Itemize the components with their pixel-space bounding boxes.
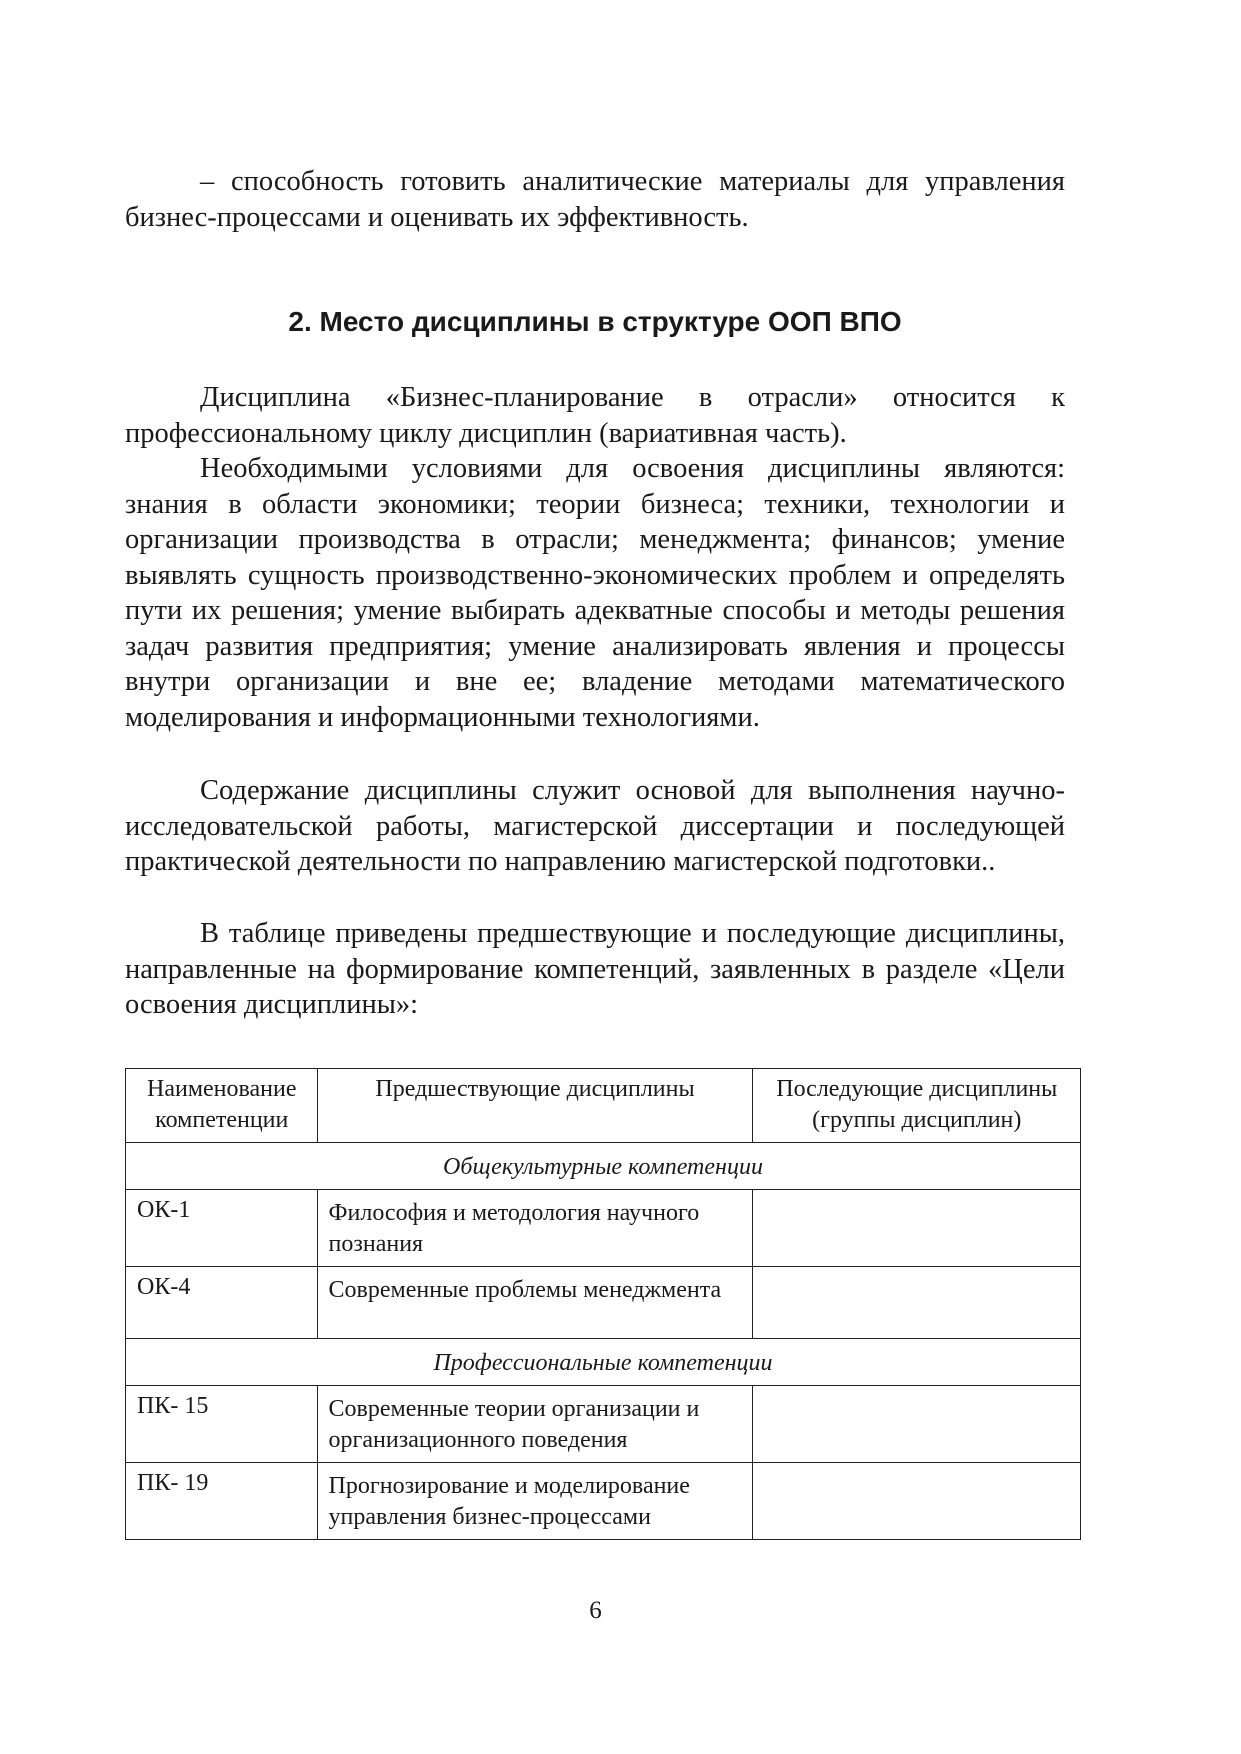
previous-discipline: Современные теории организации и организационного поведения — [317, 1386, 752, 1463]
table-header-row — [126, 1069, 1081, 1143]
paragraph-content-basis: Содержание дисциплины служит основой для выполнения научно-исследовательской работы, магистерской диссертации и последующей практической деятельности по направлению магистерской подготовки.. — [125, 775, 1065, 877]
paragraph-table-intro: В таблице приведены предшествующие и последующие дисциплины, направленные на формирование компетенций, заявленных в разделе «Цели освоения дисциплины»: — [125, 918, 1065, 1020]
table-group-row — [126, 1143, 1081, 1190]
group-title-professional: Профессиональные компетенции — [126, 1339, 1081, 1386]
table-group-row — [126, 1339, 1081, 1386]
competencies-table — [125, 1068, 1081, 1540]
previous-discipline: Современные проблемы менеджмента — [317, 1267, 752, 1339]
competence-code: ПК- 15 — [126, 1386, 318, 1463]
header-next-disciplines: Последующие дисциплины (группы дисциплин) — [752, 1069, 1080, 1143]
paragraph-prerequisites: Необходимыми условиями для освоения дисциплины являются: знания в области экономики; теории бизнеса; техники, технологии и организации производства в отрасли; менеджмента; финансов; умение выявлять сущность производственно-экономических проблем и определять пути их решения; умение выбирать адекватные способы и методы решения задач развития предприятия; умение анализировать явления и процессы внутри организации и вне ее; владение методами математического моделирования и информационными технологиями. — [125, 453, 1065, 733]
next-discipline — [752, 1190, 1080, 1267]
group-title-general: Общекультурные компетенции — [126, 1143, 1081, 1190]
paragraph-discipline-placement: Дисциплина «Бизнес-планирование в отрасли» относится к профессиональному циклу дисциплин (вариативная часть). — [125, 382, 1065, 449]
next-discipline — [752, 1267, 1080, 1339]
table-row — [126, 1386, 1081, 1463]
next-discipline — [752, 1386, 1080, 1463]
competence-code: ОК-1 — [126, 1190, 318, 1267]
table-row — [126, 1267, 1081, 1339]
intro-paragraph: – способность готовить аналитические материалы для управления бизнес-процессами и оценивать их эффективность. — [125, 166, 1065, 233]
competence-code: ОК-4 — [126, 1267, 318, 1339]
header-competence-name: Наименование компетенции — [126, 1069, 318, 1143]
next-discipline — [752, 1463, 1080, 1540]
table-row — [126, 1190, 1081, 1267]
previous-discipline: Философия и методология научного познания — [317, 1190, 752, 1267]
section-heading: 2. Место дисциплины в структуре ООП ВПО — [288, 306, 902, 337]
table-row — [126, 1463, 1081, 1540]
previous-discipline: Прогнозирование и моделирование управления бизнес-процессами — [317, 1463, 752, 1540]
page-number: 6 — [589, 1597, 602, 1624]
competence-code: ПК- 19 — [126, 1463, 318, 1540]
header-previous-disciplines: Предшествующие дисциплины — [317, 1069, 752, 1143]
